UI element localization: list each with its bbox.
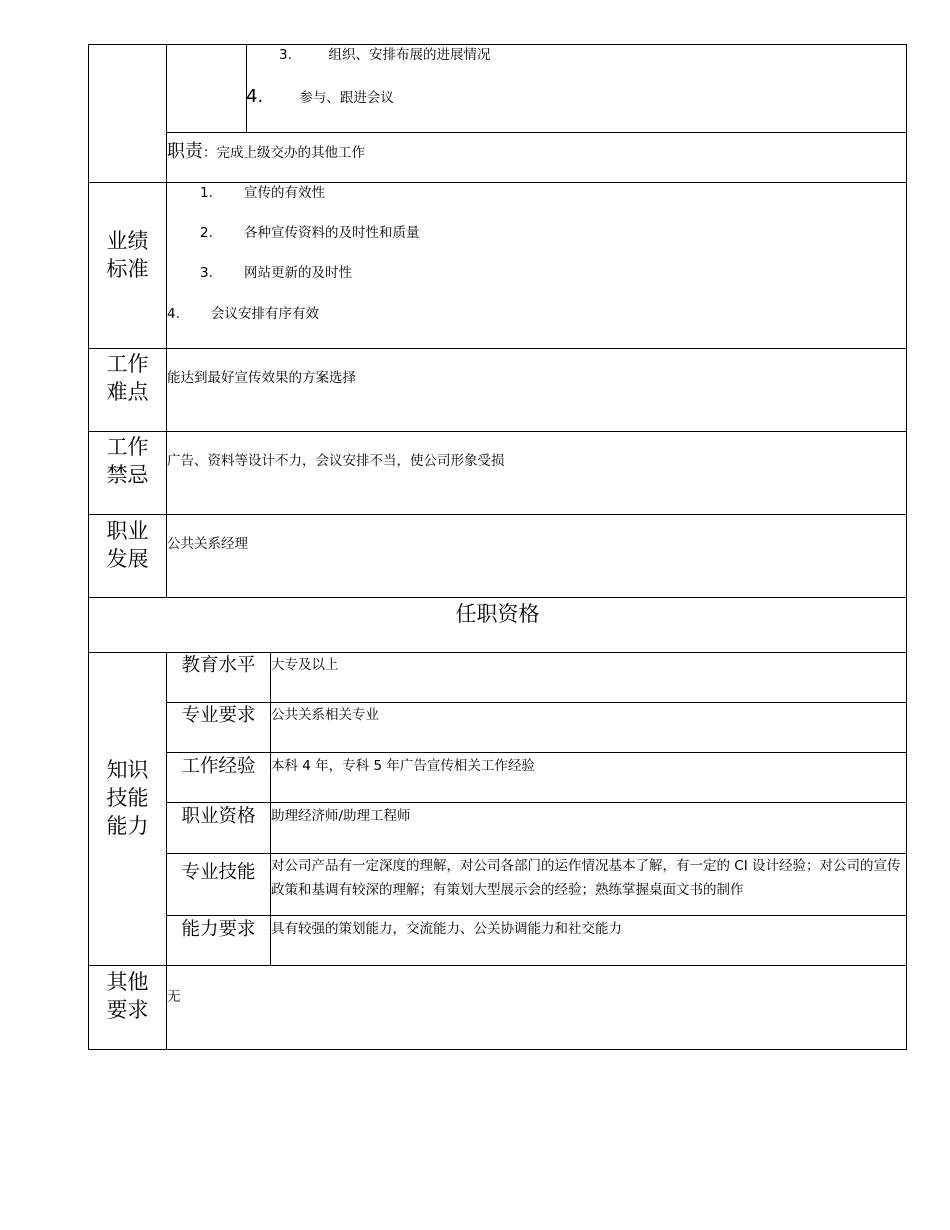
career-label-line1: 职业 — [106, 519, 149, 543]
qualification-label-education: 教育水平 — [181, 655, 256, 676]
taboo-text: 广告、资料等设计不力，会议安排不当，使公司形象受损 — [167, 453, 505, 469]
taboo-label-line1: 工作 — [106, 435, 149, 459]
performance-item-3-text: 网站更新的及时性 — [244, 265, 352, 281]
career-text: 公共关系经理 — [167, 536, 248, 552]
qualifications-group-label-line2: 技能 — [106, 786, 149, 810]
performance-item-1-number: 1. — [200, 185, 213, 201]
performance-item-2-text: 各种宣传资料的及时性和质量 — [244, 225, 420, 241]
performance-label-line2: 标准 — [106, 257, 149, 281]
performance-item-4-text: 会议安排有序有效 — [211, 306, 319, 322]
duty-item-3-text: 组织、安排布展的进展情况 — [328, 47, 491, 63]
difficulty-text: 能达到最好宣传效果的方案选择 — [167, 370, 356, 386]
duty-item-3-number: 3. — [279, 47, 292, 63]
taboo-label — [88, 433, 167, 489]
qualification-value-education: 大专及以上 — [271, 657, 339, 673]
responsibility-line — [167, 137, 365, 163]
qualification-value-skills: 对公司产品有一定深度的理解，对公司各部门的运作情况基本了解，有一定的 CI 设计经验；对公司的宣传政策和基调有较深的理解；有策划大型展示会的经验；熟练掌握桌面文书的制作 — [271, 858, 901, 898]
duty-item-4 — [246, 86, 394, 107]
performance-label-line1: 业绩 — [106, 229, 149, 253]
performance-item-3-number: 3. — [200, 265, 213, 281]
other-label-line1: 其他 — [106, 970, 149, 994]
qualifications-group-label-line1: 知识 — [106, 758, 149, 782]
performance-item-2 — [200, 225, 420, 242]
qualification-value-certification: 助理经济师/助理工程师 — [271, 808, 411, 824]
qualification-value-ability: 具有较强的策划能力，交流能力、公关协调能力和社交能力 — [271, 921, 622, 937]
qualification-label-skills: 专业技能 — [181, 862, 256, 883]
performance-item-4 — [167, 306, 319, 323]
other-label-line2: 要求 — [106, 998, 149, 1022]
qualification-value-experience: 本科 4 年，专科 5 年广告宣传相关工作经验 — [271, 758, 535, 774]
qualifications-group-label — [88, 756, 167, 840]
qualification-label-certification: 职业资格 — [181, 806, 256, 827]
qualifications-title: 任职资格 — [455, 602, 540, 626]
career-label — [88, 517, 167, 573]
other-label — [88, 968, 167, 1024]
performance-item-1 — [200, 185, 325, 202]
responsibility-label: 职责 — [167, 141, 203, 162]
taboo-label-line2: 禁忌 — [106, 463, 149, 487]
performance-item-4-number: 4. — [167, 306, 180, 322]
performance-item-2-number: 2. — [200, 225, 213, 241]
qualification-value-major: 公共关系相关专业 — [271, 707, 379, 723]
qualification-label-experience: 工作经验 — [181, 756, 256, 777]
difficulty-label-line1: 工作 — [106, 352, 149, 376]
difficulty-label — [88, 350, 167, 406]
career-label-line2: 发展 — [106, 547, 149, 571]
responsibility-text: ：完成上级交办的其他工作 — [203, 145, 365, 161]
performance-label — [88, 227, 167, 283]
qualifications-group-label-line3: 能力 — [106, 814, 149, 838]
duty-item-3 — [279, 47, 490, 64]
qualification-label-ability: 能力要求 — [181, 919, 256, 940]
performance-item-3 — [200, 265, 352, 282]
qualification-label-major: 专业要求 — [181, 705, 256, 726]
other-text: 无 — [167, 989, 181, 1005]
performance-item-1-text: 宣传的有效性 — [244, 185, 325, 201]
duty-item-4-text: 参与、跟进会议 — [299, 90, 394, 106]
duty-item-4-number: 4. — [246, 86, 264, 107]
difficulty-label-line2: 难点 — [106, 380, 149, 404]
